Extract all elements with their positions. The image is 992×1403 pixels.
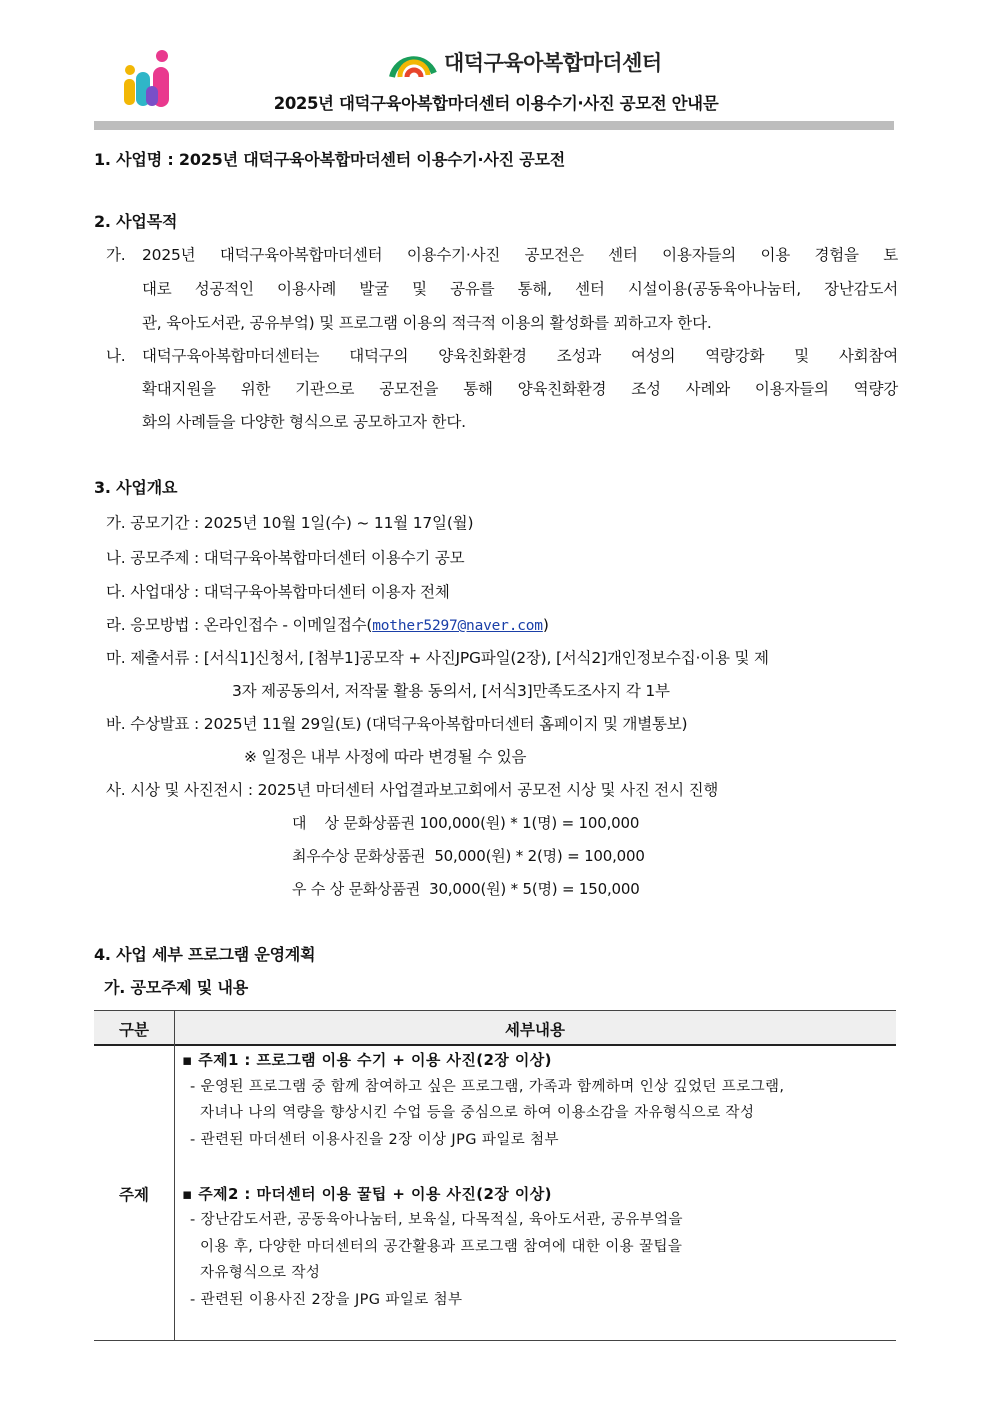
purpose-b-marker: 나.: [106, 347, 126, 365]
contest-topic-table: [94, 1010, 896, 1340]
overview-docs-line-1: 마. 제출서류 : [서식1]신청서, [첨부1]공모작 + 사진JPG파일(2장), [서식2]개인정보수집·이용 및 제: [106, 649, 769, 667]
email-link[interactable]: mother5297@naver.com: [372, 618, 543, 634]
purpose-b-line-2: 확대지원을 위한 기관으로 공모전을 통해 양육친화환경 조성 사례와 이용자들의 역량강: [142, 380, 898, 398]
prize-excellence: 최우수상 문화상품권 50,000(원) * 2(명) = 100,000: [292, 847, 645, 865]
topic-2-line-3: 자유형식으로 작성: [190, 1265, 321, 1281]
purpose-b-line-3: 화의 사례들을 다양한 형식으로 공모하고자 한다.: [142, 413, 466, 431]
title-divider: [94, 121, 894, 130]
topic-1-line-2: 자녀나 나의 역량을 향상시킨 수업 등을 중심으로 하여 이용소감을 자유형식으로 작성: [190, 1105, 755, 1121]
overview-target: 다. 사업대상 : 대덕구육아복합마더센터 이용자 전체: [106, 583, 450, 601]
topic-2-title: ▪ 주제2 : 마더센터 이용 꿀팁 + 이용 사진(2장 이상): [182, 1185, 552, 1203]
topic-1-line-1: - 운영된 프로그램 중 함께 참여하고 싶은 프로그램, 가족과 함께하며 인상 깊었던 프로그램,: [190, 1079, 785, 1095]
topic-1-title: ▪ 주제1 : 프로그램 이용 수기 + 이용 사진(2장 이상): [182, 1051, 552, 1069]
purpose-a-line-1: 2025년 대덕구육아복합마더센터 이용수기·사진 공모전은 센터 이용자들의 이용 경험을 토: [142, 246, 898, 264]
table-header-category: 구분: [119, 1021, 149, 1039]
overview-announce: 바. 수상발표 : 2025년 11월 29일(토) (대덕구육아복합마더센터 홈페이지 및 개별통보): [106, 715, 688, 733]
topic-2-line-2: 이용 후, 다양한 마더센터의 공간활용과 프로그램 참여에 대한 이용 꿀팁을: [190, 1239, 683, 1255]
topic-2-line-1: - 장난감도서관, 공동육아나눔터, 보육실, 다목적실, 육아도서관, 공유부엌을: [190, 1212, 683, 1228]
document-title: 2025년 대덕구육아복합마더센터 이용수기·사진 공모전 안내문: [273, 94, 719, 113]
table-column-divider: [174, 1010, 175, 1340]
overview-method: [106, 615, 549, 636]
table-header-border: [94, 1044, 896, 1046]
method-prefix: 라. 응모방법 : 온라인접수 - 이메일접수(: [106, 616, 373, 634]
prize-grand: 대 상 문화상품권 100,000(원) * 1(명) = 100,000: [292, 814, 640, 832]
section-1-title: 1. 사업명 : 2025년 대덕구육아복합마더센터 이용수기·사진 공모전: [94, 150, 565, 169]
topic-1-line-3: - 관련된 마더센터 이용사진을 2장 이상 JPG 파일로 첨부: [190, 1132, 559, 1148]
topic-2-line-4: - 관련된 이용사진 2장을 JPG 파일로 첨부: [190, 1292, 463, 1308]
table-top-border: [94, 1010, 896, 1011]
section-4-subtitle: 가. 공모주제 및 내용: [104, 978, 249, 997]
overview-announce-note: ※ 일정은 내부 사정에 따라 변경될 수 있음: [244, 748, 527, 766]
section-2-title: 2. 사업목적: [94, 212, 178, 231]
rainbow-logo-icon: [388, 45, 438, 79]
brand-header: [388, 44, 662, 80]
purpose-a-line-3: 관, 육아도서관, 공유부엌) 및 프로그램 이용의 적극적 이용의 활성화를 꾀하고자 한다.: [142, 314, 712, 332]
overview-period: 가. 공모기간 : 2025년 10월 1일(수) ~ 11월 17일(월): [106, 514, 474, 532]
overview-docs-line-2: 3자 제공동의서, 저작물 활용 동의서, [서식3]만족도조사지 각 1부: [232, 682, 670, 700]
purpose-a-line-2: 대로 성공적인 이용사례 발굴 및 공유를 통해, 센터 시설이용(공동육아나눔터, 장난감도서: [142, 280, 898, 298]
section-4-title: 4. 사업 세부 프로그램 운영계획: [94, 945, 316, 964]
table-bottom-border: [94, 1340, 896, 1341]
table-row-category: 주제: [119, 1186, 149, 1204]
section-3-title: 3. 사업개요: [94, 478, 178, 497]
overview-ceremony: 사. 시상 및 사진전시 : 2025년 마더센터 사업결과보고회에서 공모전 시상 및 사진 전시 진행: [106, 781, 719, 799]
overview-topic: 나. 공모주제 : 대덕구육아복합마더센터 이용수기 공모: [106, 549, 465, 567]
prize-merit: 우 수 상 문화상품권 30,000(원) * 5(명) = 150,000: [292, 880, 640, 898]
method-suffix: ): [542, 616, 549, 634]
purpose-a-marker: 가.: [106, 246, 126, 264]
org-name: 대덕구육아복합마더센터: [444, 51, 662, 75]
table-header-details: 세부내용: [505, 1021, 565, 1039]
purpose-b-line-1: 대덕구육아복합마더센터는 대덕구의 양육친화환경 조성과 여성의 역량강화 및 사회참여: [142, 347, 898, 365]
